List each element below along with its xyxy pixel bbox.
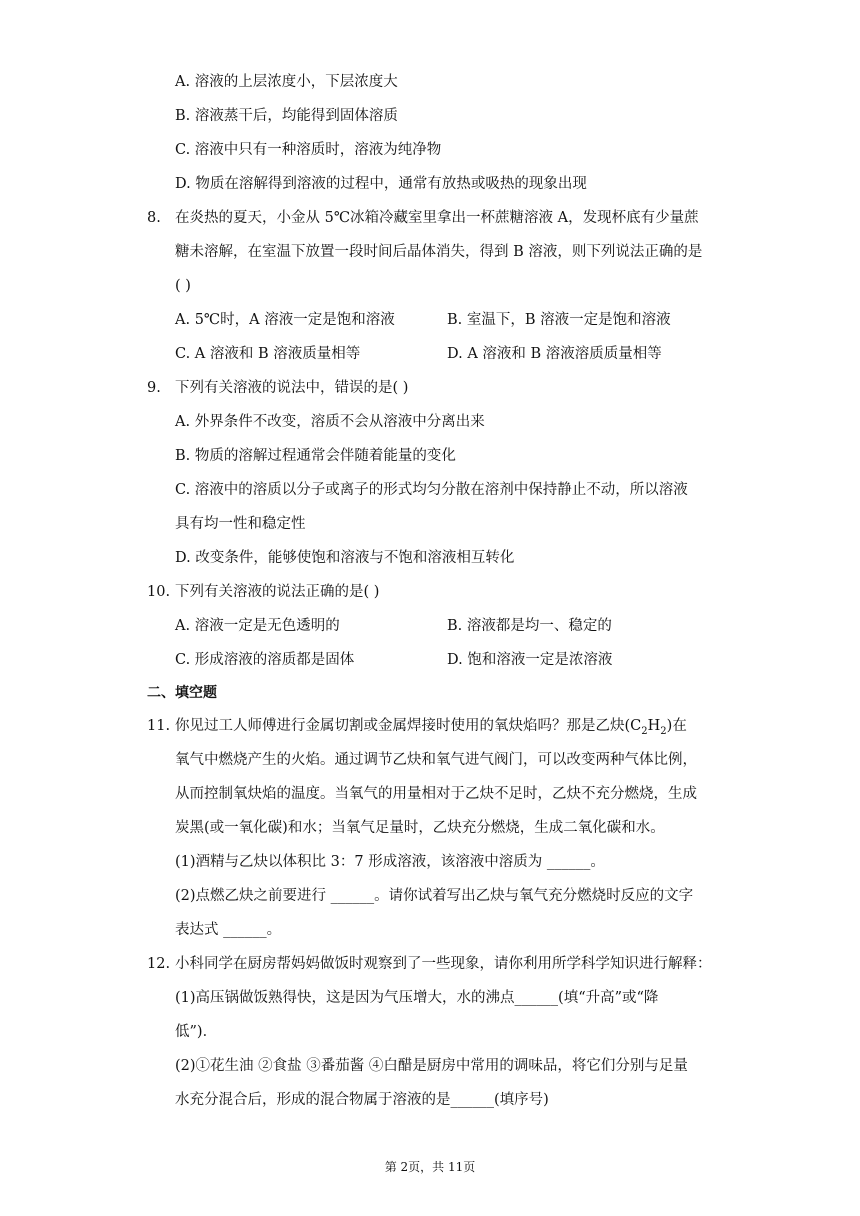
- q11-sub-1: (1)酒精与乙炔以体积比 3：7 形成溶液，该溶液中溶质为 ______。: [175, 854, 605, 870]
- q8-option-d: D. A 溶液和 B 溶液溶质质量相等: [447, 346, 662, 362]
- q8-option-a: A. 5℃时，A 溶液一定是饱和溶液: [175, 312, 395, 328]
- q9-option-b: B. 物质的溶解过程通常会伴随着能量的变化: [175, 448, 456, 464]
- q12-number: 12.: [147, 956, 171, 972]
- q10-option-c: C. 形成溶液的溶质都是固体: [175, 652, 355, 668]
- q11-number: 11.: [147, 718, 171, 734]
- q10-option-a: A. 溶液一定是无色透明的: [175, 618, 340, 634]
- q9-option-a: A. 外界条件不改变，溶质不会从溶液中分离出来: [175, 414, 485, 430]
- q8-stem-line-1: 在炎热的夏天，小金从 5℃冰箱冷藏室里拿出一杯蔗糖溶液 A，发现杯底有少量蔗: [175, 210, 699, 226]
- q12-sub-2: (2)①花生油 ②食盐 ③番茄酱 ④白醋是厨房中常用的调味品，将它们分别与足量: [175, 1058, 688, 1074]
- page-footer: 第 2页，共 11页: [384, 1160, 476, 1174]
- q11-line-2: 氧气中燃烧产生的火焰。通过调节乙炔和氧气进气阀门，可以改变两种气体比例，: [175, 752, 697, 768]
- q11-sub-2-cont: 表达式 ______。: [175, 922, 282, 938]
- q12-sub-2-cont: 水充分混合后，形成的混合物属于溶液的是______(填序号): [175, 1092, 549, 1108]
- q8-option-c: C. A 溶液和 B 溶液质量相等: [175, 346, 361, 362]
- q11-line-1: 你见过工人师傅进行金属切割或金属焊接时使用的氧炔焰吗？那是乙炔$(C_2H_2)$在: [175, 718, 687, 737]
- q10-stem: 下列有关溶液的说法正确的是( ): [175, 584, 380, 600]
- q12-line-1: 小科同学在厨房帮妈妈做饭时观察到了一些现象，请你利用所学科学知识进行解释：: [175, 956, 712, 972]
- q8-stem-line-2: 糖未溶解，在室温下放置一段时间后晶体消失，得到 B 溶液，则下列说法正确的是: [175, 244, 703, 260]
- q9-stem: 下列有关溶液的说法中，错误的是( ): [175, 380, 409, 396]
- q10-option-b: B. 溶液都是均一、稳定的: [447, 618, 612, 634]
- q11-sub-2: (2)点燃乙炔之前要进行 ______。请你试着写出乙炔与氧气充分燃烧时反应的文字: [175, 888, 694, 904]
- q12-sub-1: (1)高压锅做饭熟得快，这是因为气压增大，水的沸点______(填“升高”或“降: [175, 990, 659, 1006]
- q7-option-b: B. 溶液蒸干后，均能得到固体溶质: [175, 108, 398, 124]
- q9-option-c-cont: 具有均一性和稳定性: [175, 516, 306, 532]
- q7-option-d: D. 物质在溶解得到溶液的过程中，通常有放热或吸热的现象出现: [175, 176, 587, 192]
- q10-number: 10.: [147, 584, 171, 600]
- q12-sub-1-cont: 低”)．: [175, 1024, 218, 1040]
- q8-number: 8.: [147, 210, 161, 226]
- q9-option-c: C. 溶液中的溶质以分子或离子的形式均匀分散在溶剂中保持静止不动，所以溶液: [175, 482, 688, 498]
- q8-option-b: B. 室温下，B 溶液一定是饱和溶液: [447, 312, 671, 328]
- q9-option-d: D. 改变条件，能够使饱和溶液与不饱和溶液相互转化: [175, 550, 515, 566]
- q11-line-3: 从而控制氧炔焰的温度。当氧气的用量相对于乙炔不足时，乙炔不充分燃烧，生成: [175, 786, 697, 802]
- q8-stem-line-3: ( ): [175, 278, 191, 294]
- q9-number: 9.: [147, 380, 161, 396]
- section-heading: 二、填空题: [147, 685, 217, 701]
- q7-option-c: C. 溶液中只有一种溶质时，溶液为纯净物: [175, 142, 442, 158]
- q7-option-a: A. 溶液的上层浓度小，下层浓度大: [175, 74, 398, 90]
- q11-line-4: 炭黑(或一氧化碳)和水；当氧气足量时，乙炔充分燃烧，生成二氧化碳和水。: [175, 820, 665, 836]
- q10-option-d: D. 饱和溶液一定是浓溶液: [447, 652, 613, 668]
